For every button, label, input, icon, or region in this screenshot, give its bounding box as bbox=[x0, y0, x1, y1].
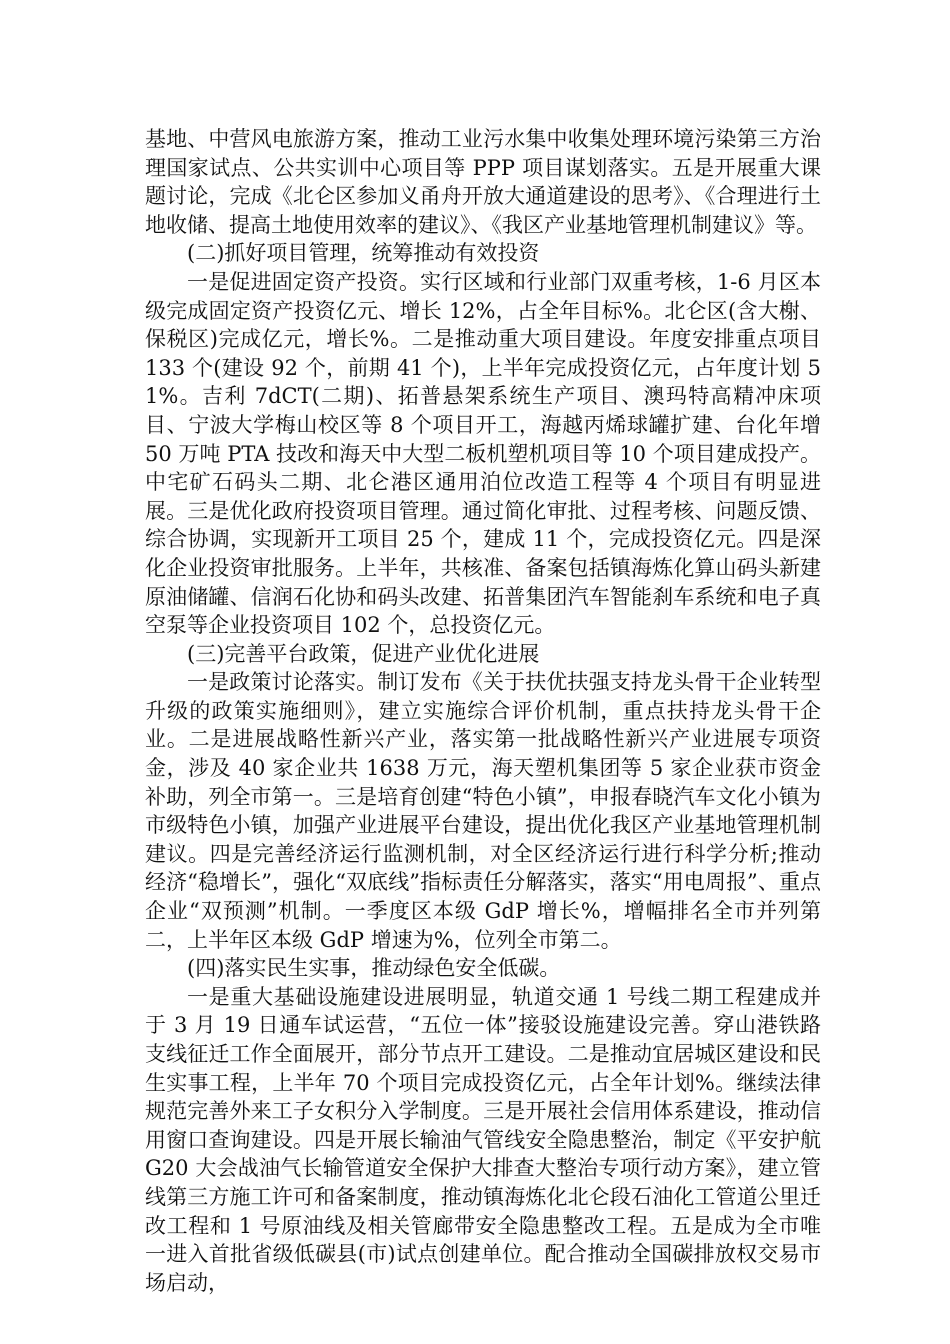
paragraph-4: 一是重大基础设施建设进展明显，轨道交通 1 号线二期工程建成并于 3 月 19 日通车试运营，“五位一体”接驳设施建设完善。穿山港铁路支线征迁工作全面展开，部分节点开工建设。二是推动宜居城区建设和民生实事工程，上半年 70 个项目完成投资亿元，占全年计划%。继续法律规范完善外来工子女积分入学制度。三是开展社会信用体系建设，推动信用窗口查询建设。四是开展长输油气管线安全隐患整治，制定《平安护航 G20 大会战油气长输管道安全保护大排查大整治专项行动方案》，建立管线第三方施工许可和备案制度，推动镇海炼化北仑段石油化工管道公里迁改工程和 1 号原油线及相关管廊带安全隐患整改工程。五是成为全市唯一进入首批省级低碳县(市)试点创建单位。配合推动全国碳排放权交易市场启动， bbox=[145, 984, 821, 1295]
paragraph-1: 基地、中营风电旅游方案，推动工业污水集中收集处理环境污染第三方治理国家试点、公共实训中心项目等 PPP 项目谋划落实。五是开展重大课题讨论，完成《北仑区参加义甬舟开放大通道建设的思考》、《合理进行土地收储、提高土地使用效率的建议》、《我区产业基地管理机制建议》等。 bbox=[145, 127, 821, 237]
document-page bbox=[145, 125, 821, 1297]
section-heading-4: (四)落实民生实事，推动绿色安全低碳。 bbox=[187, 956, 561, 981]
section-heading-2: (二)抓好项目管理，统筹推动有效投资 bbox=[187, 241, 540, 266]
paragraph-3: 一是政策讨论落实。制订发布《关于扶优扶强支持龙头骨干企业转型升级的政策实施细则》，建立实施综合评价机制，重点扶持龙头骨干企业。二是进展战略性新兴产业，落实第一批战略性新兴产业进展专项资金，涉及 40 家企业共 1638 万元，海天塑机集团等 5 家企业获市资金补助，列全市第一。三是培育创建“特色小镇”，申报春晓汽车文化小镇为市级特色小镇，加强产业进展平台建设，提出优化我区产业基地管理机制建议。四是完善经济运行监测机制，对全区经济运行进行科学分析;推动经济“稳增长”，强化“双底线”指标责任分解落实，落实“用电周报”、重点企业“双预测”机制。一季度区本级 GdP 增长%，增幅排名全市并列第二，上半年区本级 GdP 增速为%，位列全市第二。 bbox=[145, 670, 821, 952]
section-heading-3: (三)完善平台政策，促进产业优化进展 bbox=[187, 641, 540, 666]
paragraph-2: 一是促进固定资产投资。实行区域和行业部门双重考核，1-6 月区本级完成固定资产投资亿元、增长 12%，占全年目标%。北仑区(含大榭、保税区)完成亿元，增长%。二是推动重大项目建设。年度安排重点项目 133 个(建设 92 个，前期 41 个)，上半年完成投资亿元，占年度计划 51%。吉利 7dCT(二期)、拓普悬架系统生产项目、澳玛特高精冲床项目、宁波大学梅山校区等 8 个项目开工，海越丙烯球罐扩建、台化年增 50 万吨 PTA 技改和海天中大型二板机塑机项目等 10 个项目建成投产。中宅矿石码头二期、北仑港区通用泊位改造工程等 4 个项目有明显进展。三是优化政府投资项目管理。通过简化审批、过程考核、问题反馈、综合协调，实现新开工项目 25 个，建成 11 个，完成投资亿元。四是深化企业投资审批服务。上半年，共核准、备案包括镇海炼化算山码头新建原油储罐、信润石化协和码头改建、拓普集团汽车智能刹车系统和电子真空泵等企业投资项目 102 个，总投资亿元。 bbox=[145, 269, 821, 638]
